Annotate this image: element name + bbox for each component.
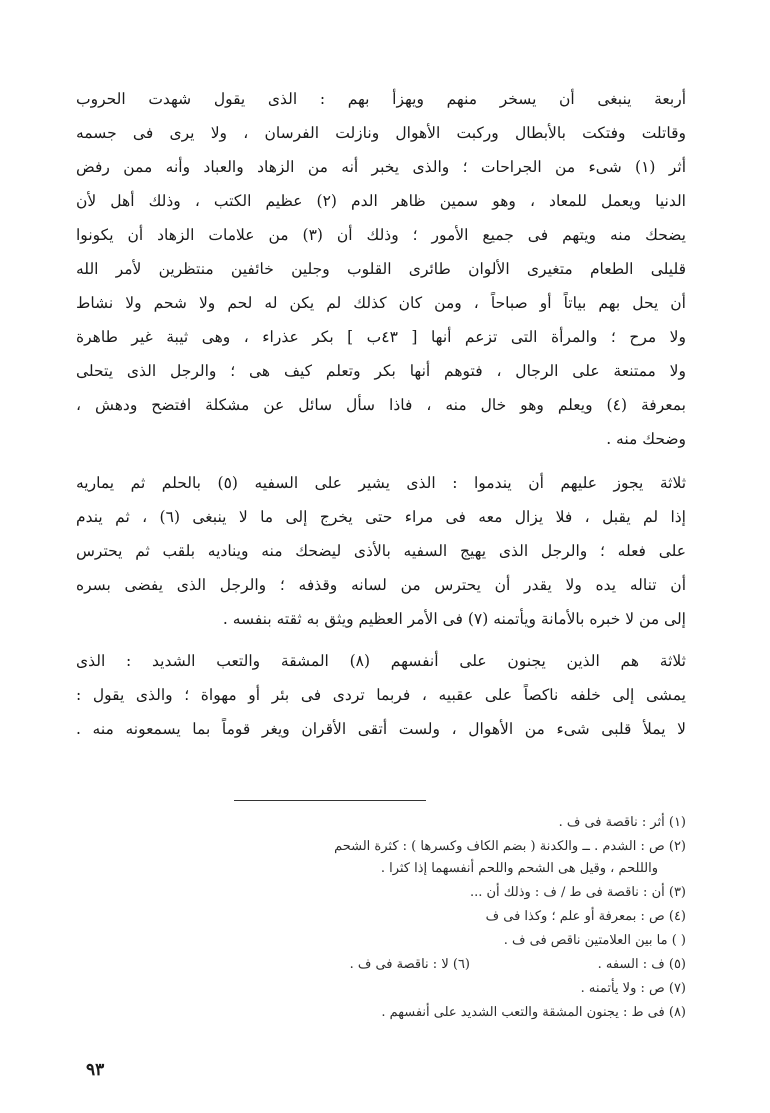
footnote: والللحم ، وقيل هى الشحم واللحم أنفسهما إذا كثرا .: [380, 861, 658, 876]
text-line: يضحك منه ويتهم فى جميع الأمور ؛ وذلك أن (٣) من علامات الزهاد أن يكونوا: [76, 226, 686, 244]
text-line: ثلاثة هم الذين يجنون على أنفسهم (٨) المشقة والتعب الشديد : الذى: [76, 652, 686, 670]
text-line: أن يحل بهم بياتاً أو صباحاً ، ومن كان كذلك لم يكن له لحم ولا شحم ولا نشاط: [76, 294, 686, 312]
text-line: يمشى إلى خلفه ناكصاً على عقبيه ، فربما تردى فى بئر أو مهواة ؛ والذى يقول :: [76, 686, 686, 704]
footnote: (٢) ص : الشدم . ــ والكدنة ( بضم الكاف وكسرها ) : كثرة الشحم: [334, 839, 686, 854]
text-line: لا يملأ قلبى شىء من الأهوال ، ولست أتقى الأقران ويغر قوماً بما يسمعونه منه .: [76, 720, 686, 738]
text-line: ولا مرح ؛ والمرأة التى تزعم أنها [ ٤٣ب ] بكر عذراء ، وهى ثيبة غير طاهرة: [76, 328, 686, 346]
footnote: (٥) ف : السفه .: [597, 957, 686, 972]
text-line: أربعة ينبغى أن يسخر منهم ويهزأ بهم : الذى يقول شهدت الحروب: [76, 90, 686, 108]
text-line: على فعله ؛ والرجل الذى يهيج السفيه بالأذى ليضحك منه ويناديه بلقب ثم يحترس: [76, 542, 686, 560]
text-line: إلى من لا خبره بالأمانة ويأتمنه (٧) فى الأمر العظيم ويثق به ثقته بنفسه .: [222, 610, 686, 628]
footnote: (٦) لا : ناقصة فى ف .: [349, 957, 470, 972]
text-line: وقاتلت وفتكت بالأبطال وركبت الأهوال ونازلت الفرسان ، ولا يرى فى جسمه: [76, 124, 686, 142]
footnote-separator: [234, 800, 426, 801]
footnote: (٨) فى ط : يجنون المشقة والتعب الشديد على أنفسهم .: [381, 1005, 686, 1020]
text-line: ثلاثة يجوز عليهم أن يندموا : الذى يشير على السفيه (٥) بالحلم ثم يماريه: [76, 474, 686, 492]
text-line: ولا ممتنعة على الرجال ، فتوهم أنها بكر وتعلم كيف هى ؛ والرجل الذى يتحلى: [76, 362, 686, 380]
footnote: (٤) ص : بمعرفة أو علم ؛ وكذا فى ف: [485, 909, 686, 924]
text-line: الدنيا ويعمل للمعاد ، وهو سمين ظاهر الدم (٢) عظيم الكتب ، وذلك أهل لأن: [76, 192, 686, 210]
text-line: أثر (١) شىء من الجراحات ؛ والذى يخبر أنه من الزهاد والعباد وأنه ممن رفض: [76, 158, 686, 176]
text-line: قليلى الطعام متغيرى الألوان طائرى القلوب وجلين خائفين منتظرين لأمر الله: [76, 260, 686, 278]
footnote: (٧) ص : ولا يأتمنه .: [580, 981, 686, 996]
text-line: بمعرفة (٤) ويعلم وهو خال منه ، فاذا سأل سائل عن مشكلة افتضح ودهش ،: [76, 396, 686, 414]
footnote: (٣) أن : ناقصة فى ط / ف : وذلك أن ...: [469, 885, 686, 900]
page-number: ٩٣: [86, 1060, 105, 1080]
footnote: (١) أثر : ناقصة فى ف .: [558, 815, 686, 830]
text-line: إذا لم يقبل ، فلا يزال معه فى مراء حتى يخرج إلى ما لا ينبغى (٦) ، ثم يندم: [76, 508, 686, 526]
text-line: وضحك منه .: [606, 430, 686, 448]
footnote: ( ) ما بين العلامتين ناقص فى ف .: [503, 933, 686, 948]
text-line: أن تناله يده ولا يقدر أن يحترس من لسانه وقذفه ؛ والرجل الذى يفضى بسره: [76, 576, 686, 594]
